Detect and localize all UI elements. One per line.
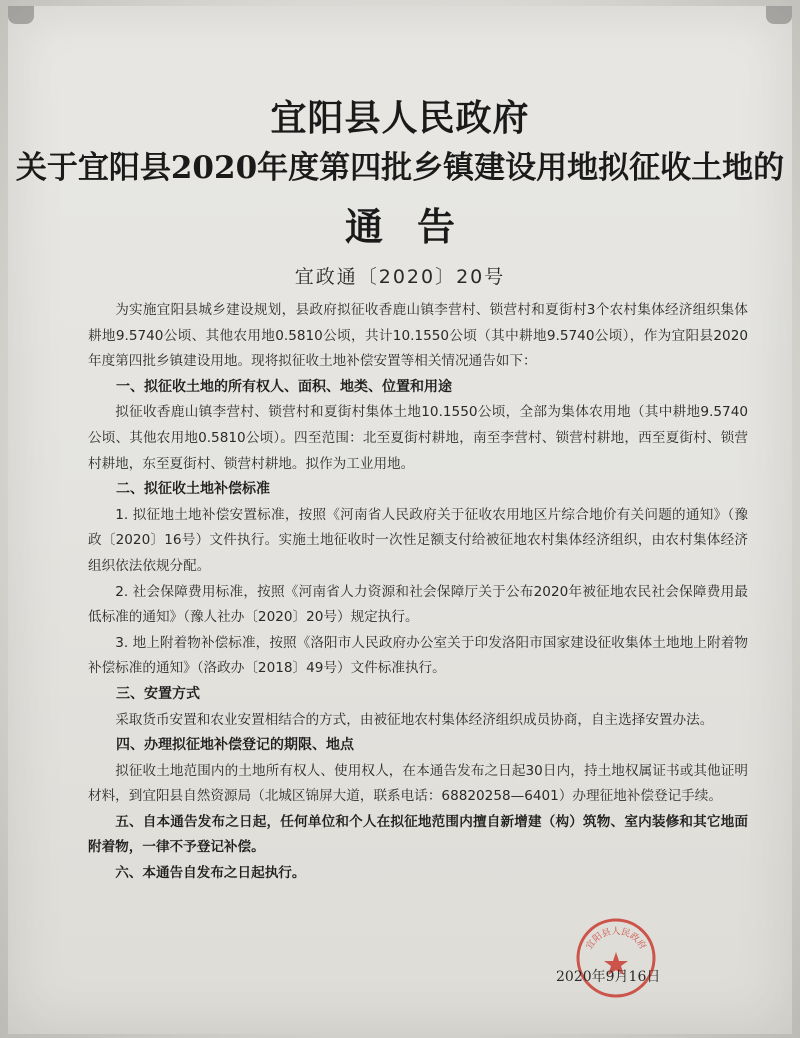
issuer-title: 宜阳县人民政府 <box>270 97 530 139</box>
section-4-paragraph: 拟征收土地范围内的土地所有权人、使用权人，在本通告发布之日起30日内，持土地权属证书或其他证明材料，到宜阳县自然资源局（北城区锦屏大道，联系电话：68820258—6401）办理征地补偿登记手续。 <box>88 762 748 805</box>
section-2-item-1: 1. 拟征地土地补偿安置标准，按照《河南省人民政府关于征收农用地区片综合地价有关问题的通知》（豫政〔2020〕16号）文件执行。实施土地征收时一次性足额支付给被征地农村集体经济组织，由农村集体经济组织依法依规分配。 <box>88 506 748 574</box>
intro-paragraph: 为实施宜阳县城乡建设规划，县政府拟征收香鹿山镇李营村、锁营村和夏街村3个农村集体经济组织集体耕地9.5740公顷、其他农用地0.5810公顷，共计10.1550公顷（其中耕地9.5740公顷），作为宜阳县2020年度第四批乡镇建设用地。现将拟征收土地补偿安置等相关情况通告如下： <box>88 302 748 370</box>
section-2-item-2: 2. 社会保障费用标准，按照《河南省人力资源和社会保障厅关于公布2020年被征地农民社会保障费用最低标准的通知》（豫人社办〔2020〕20号）规定执行。 <box>88 583 748 626</box>
section-1-heading: 一、拟征收土地的所有权人、面积、地类、位置和用途 <box>116 378 452 395</box>
item-5-paragraph: 五、自本通告发布之日起，任何单位和个人在拟征地范围内擅自新增建（构）筑物、室内装修和其它地面附着物，一律不予登记补偿。 <box>88 813 748 856</box>
seal-text: 宜阳县人民政府 <box>584 927 648 952</box>
section-3-heading: 三、安置方式 <box>116 685 200 702</box>
subject-title: 关于宜阳县2020年度第四批乡镇建设用地拟征收土地的 <box>15 150 785 186</box>
notice-paper <box>8 6 792 1034</box>
item-6-paragraph: 六、本通告自发布之日起执行。 <box>115 865 306 882</box>
section-1-paragraph: 拟征收香鹿山镇李营村、锁营村和夏街村集体土地10.1550公顷，全部为集体农用地（其中耕地9.5740公顷、其他农用地0.5810公顷）。四至范围：北至夏街村耕地，南至李营村、锁营村耕地，西至夏街村、锁营村耕地，东至夏街村、锁营村耕地。拟作为工业用地。 <box>88 404 748 472</box>
section-2-item-3: 3. 地上附着物补偿标准，按照《洛阳市人民政府办公室关于印发洛阳市国家建设征收集体土地地上附着物补偿标准的通知》（洛政办〔2018〕49号）文件标准执行。 <box>88 634 748 677</box>
document-number: 宜政通〔2020〕20号 <box>294 266 506 288</box>
tape-left <box>8 6 34 24</box>
section-2-heading: 二、拟征收土地补偿标准 <box>116 481 270 498</box>
section-4-heading: 四、办理拟征地补偿登记的期限、地点 <box>116 737 354 754</box>
official-seal <box>574 916 658 1000</box>
doc-type-title: 通告 <box>344 204 489 249</box>
tape-right <box>766 6 792 24</box>
section-3-paragraph: 采取货币安置和农业安置相结合的方式，由被征地农村集体经济组织成员协商，自主选择安置办法。 <box>115 711 714 728</box>
notice-body <box>88 298 748 887</box>
issue-date: 2020年9月16日 <box>556 969 661 985</box>
